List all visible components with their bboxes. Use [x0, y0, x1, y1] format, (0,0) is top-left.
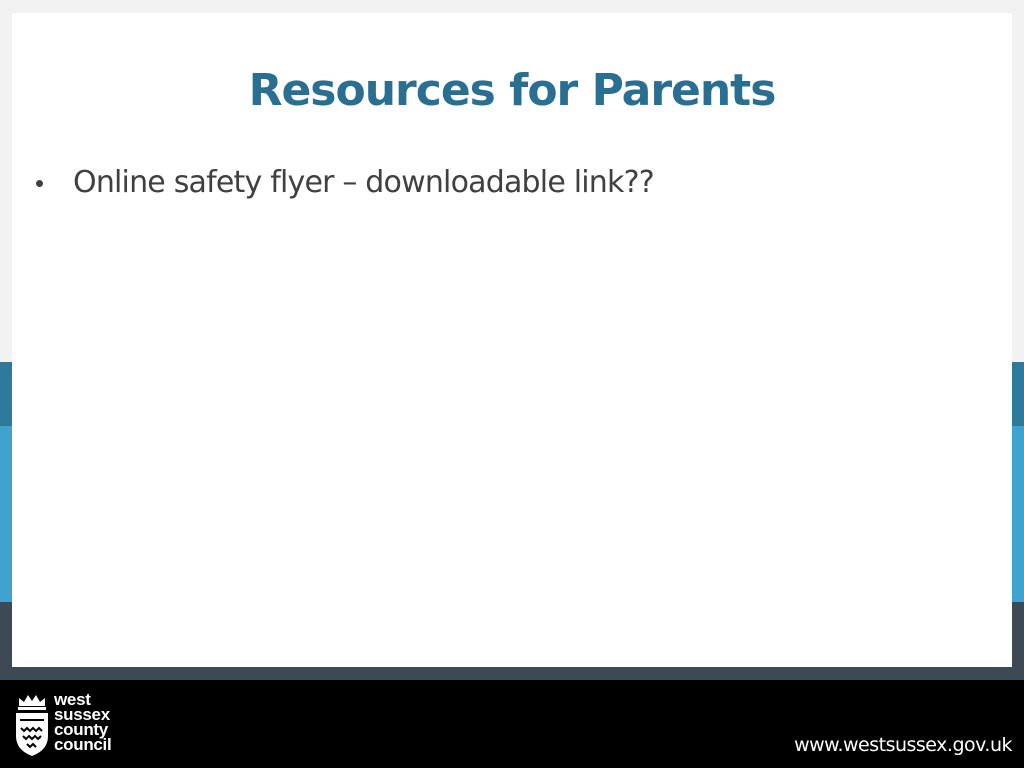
council-logo — [13, 692, 123, 758]
logo-line-1: west — [54, 690, 91, 709]
slide-title: Resources for Parents — [248, 65, 776, 116]
bullet-list — [32, 163, 654, 203]
logo-line-2: sussex — [54, 705, 110, 724]
slide-content-panel — [12, 13, 1012, 667]
logo-wordmark — [54, 692, 111, 752]
logo-line-3: county — [54, 720, 108, 739]
crest-icon — [13, 692, 51, 758]
bullet-text: Online safety flyer – downloadable link?? — [73, 165, 654, 200]
website-url: www.westsussex.gov.uk — [794, 734, 1012, 756]
logo-line-4: council — [54, 735, 112, 754]
bullet-item — [32, 163, 654, 203]
bullet-dot-icon — [36, 180, 43, 187]
